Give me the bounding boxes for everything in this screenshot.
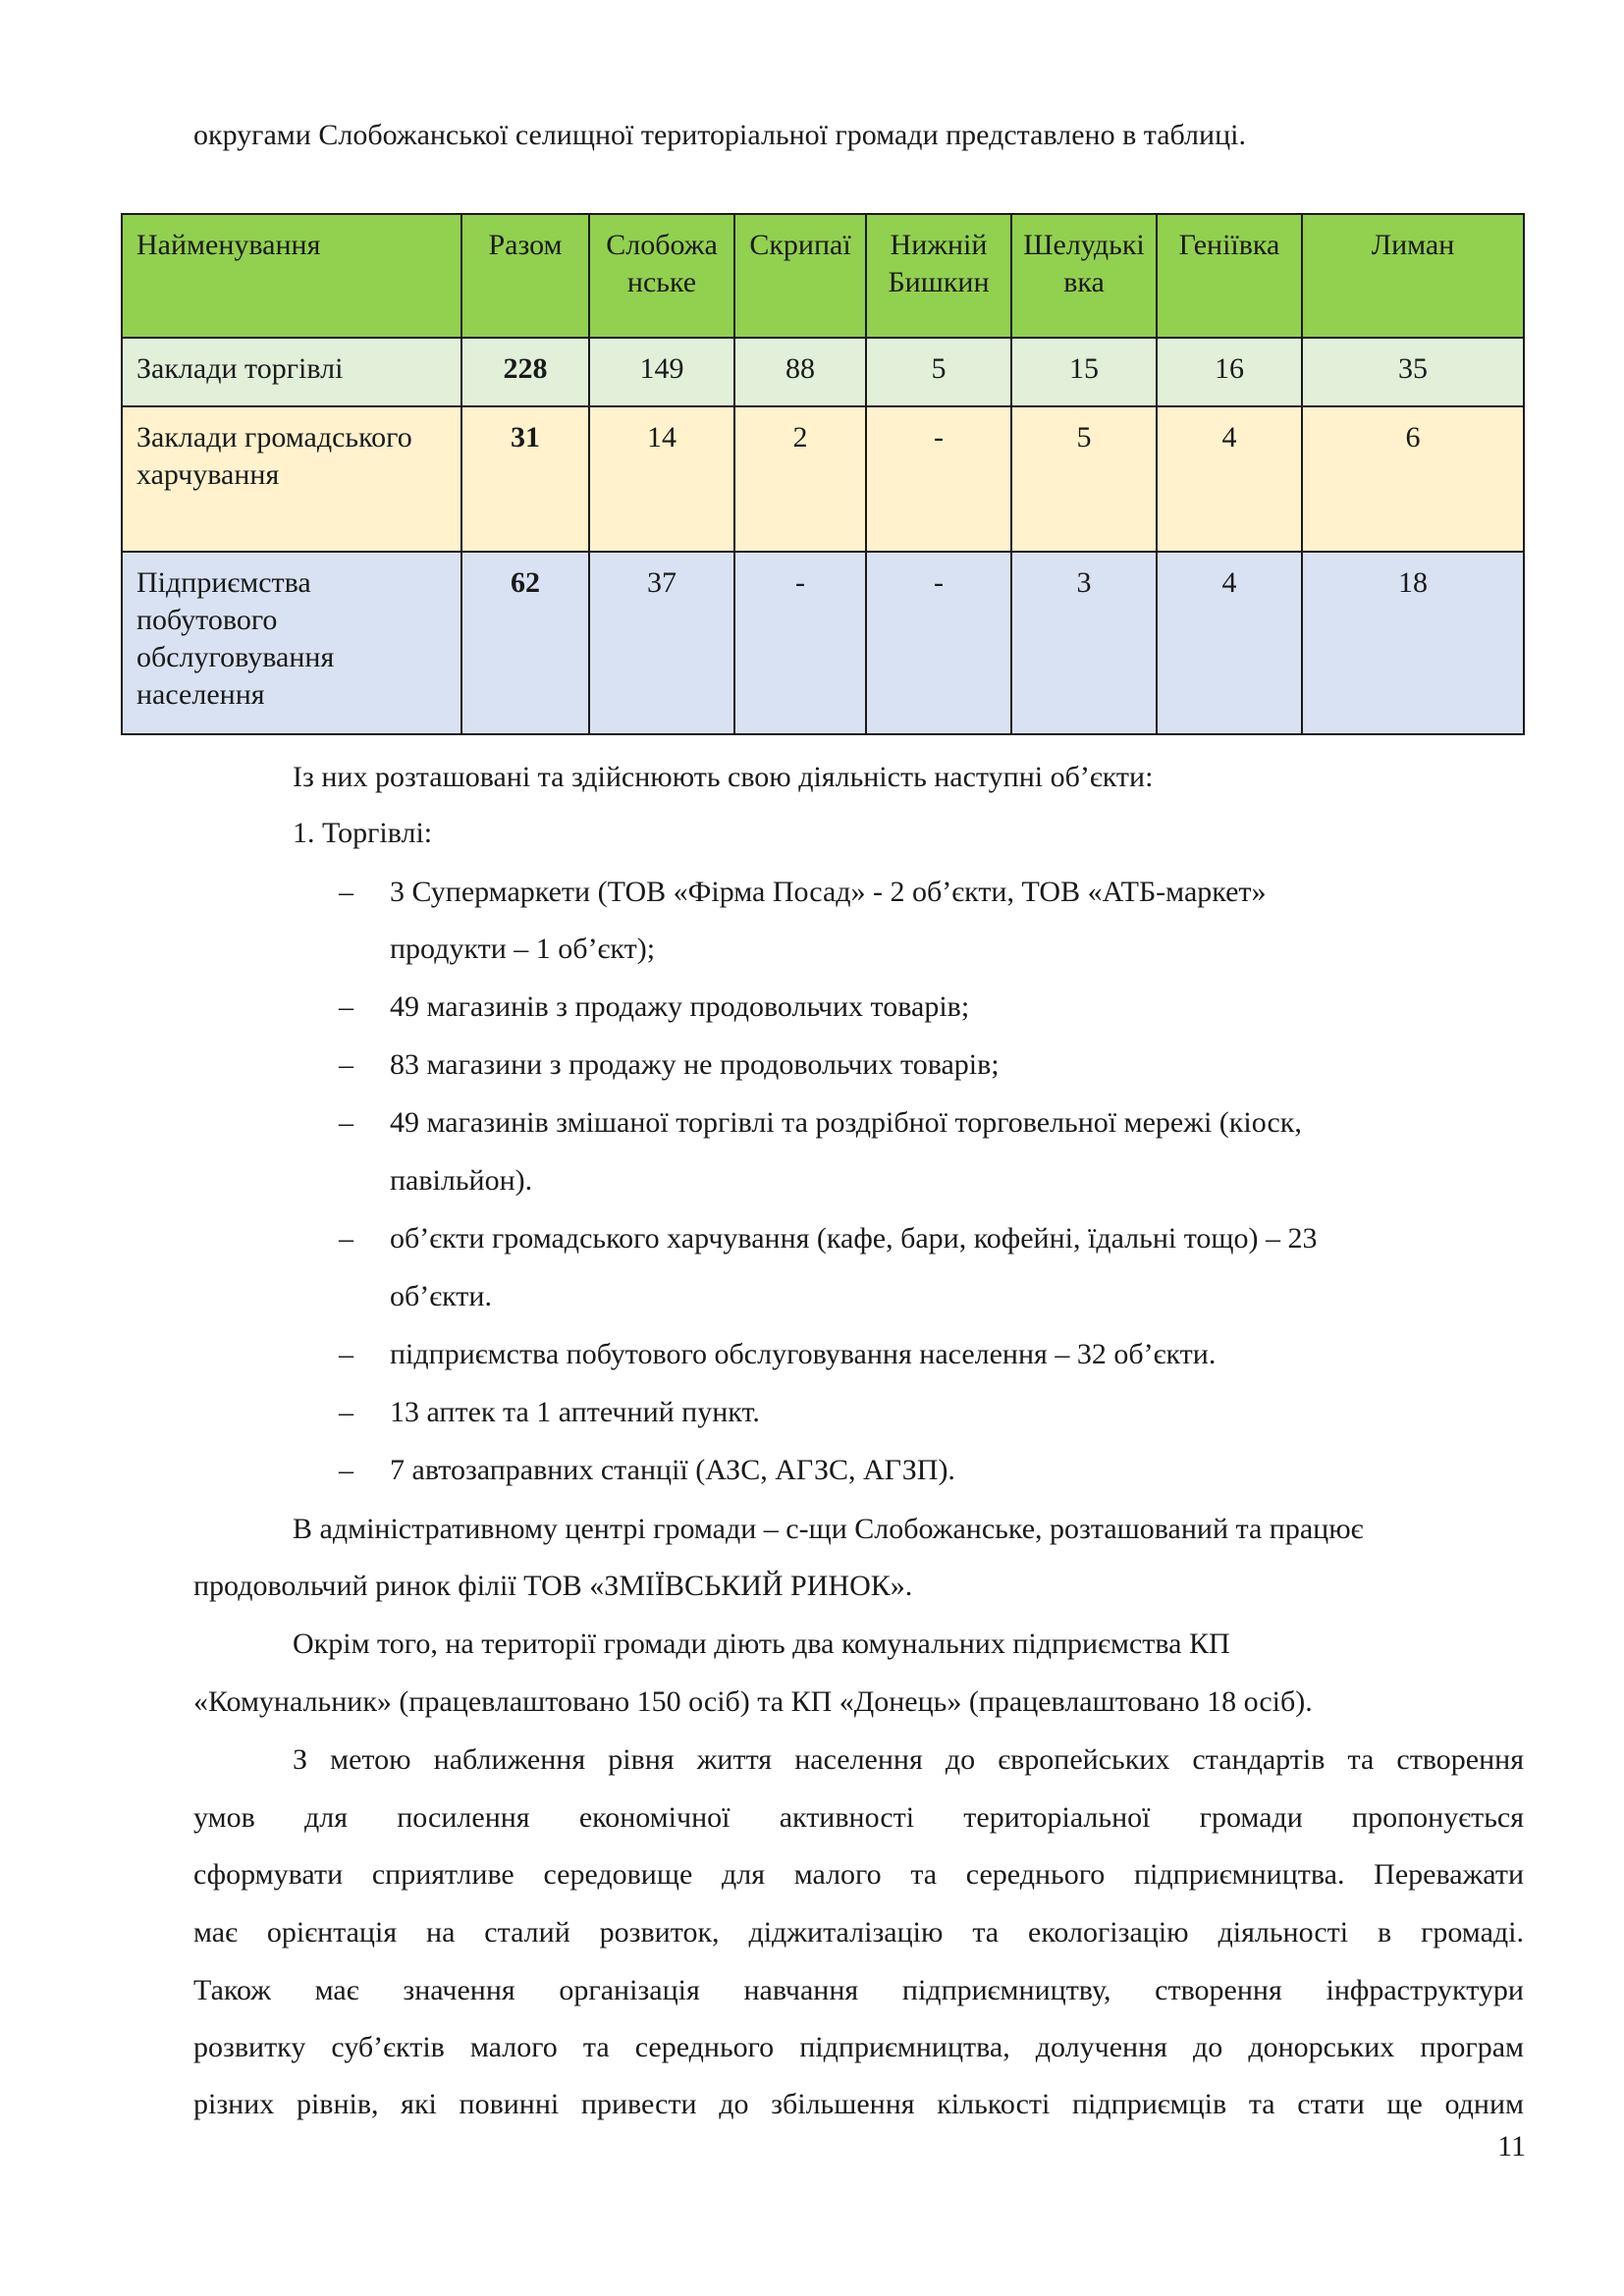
paragraph-line: умов для посилення економічної активності територіальної громади пропонується xyxy=(193,1801,1524,1834)
table-cell: 16 xyxy=(1157,338,1302,406)
header-sheludkivka: Шелудькі вка xyxy=(1011,214,1157,338)
list-item: 49 магазинів змішаної торгівлі та роздрібної торговельної мережі (кіоск, xyxy=(390,1106,1302,1139)
list-item: 13 аптек та 1 аптечний пункт. xyxy=(390,1396,760,1428)
paragraph-line: В адміністративному центрі громади – с-щи Слобожанське, розташований та працює xyxy=(293,1513,1364,1545)
paragraph-line: З метою наближення рівня життя населення до європейських стандартів та створення xyxy=(293,1743,1524,1776)
row-total: 31 xyxy=(461,406,589,552)
row-total: 62 xyxy=(461,552,589,734)
table-cell: 37 xyxy=(589,552,734,734)
header-skrypai: Скрипаї xyxy=(734,214,866,338)
paragraph-line: розвитку суб’єктів малого та середнього підприємництва, долучення до донорських програм xyxy=(193,2031,1524,2063)
table-cell: 5 xyxy=(1011,406,1157,552)
table-cell: 35 xyxy=(1302,338,1524,406)
row-name: Підприємства побутового обслуговування населення xyxy=(122,552,461,734)
list-item: підприємства побутового обслуговування населення – 32 об’єкти. xyxy=(390,1338,1217,1370)
table-cell: 4 xyxy=(1157,406,1302,552)
page-number: 11 xyxy=(1497,2130,1526,2163)
list-dash: – xyxy=(339,1106,353,1139)
table-cell: 14 xyxy=(589,406,734,552)
header-lyman: Лиман xyxy=(1302,214,1524,338)
paragraph-line: сформувати сприятливе середовище для малого та середнього підприємництва. Переважати xyxy=(193,1858,1524,1891)
table-cell: 5 xyxy=(866,338,1011,406)
list-item: 83 магазини з продажу не продовольчих товарів; xyxy=(390,1048,1000,1081)
list-dash: – xyxy=(339,876,353,908)
table-cell: - xyxy=(866,406,1011,552)
list-dash: – xyxy=(339,1454,353,1486)
header-total: Разом xyxy=(461,214,589,338)
row-total: 228 xyxy=(461,338,589,406)
paragraph-line: різних рівнів, які повинні привести до збільшення кількості підприємців та стати ще одним xyxy=(193,2088,1524,2120)
table-cell: 2 xyxy=(734,406,866,552)
header-heniivka: Геніївка xyxy=(1157,214,1302,338)
table-cell: 88 xyxy=(734,338,866,406)
table-cell: - xyxy=(866,552,1011,734)
paragraph-line: має орієнтація на сталий розвиток, діджиталізацію та екологізацію діяльності в громаді. xyxy=(193,1916,1524,1949)
header-nyzhnii-byshkyn: Нижній Бишкин xyxy=(866,214,1011,338)
header-slobozhanske: Слобожа нське xyxy=(589,214,734,338)
list-item: 3 Супермаркети (ТОВ «Фірма Посад» - 2 об’єкти, ТОВ «АТБ-маркет» xyxy=(390,876,1267,908)
header-name: Найменування xyxy=(122,214,461,338)
trade-heading: 1. Торгівлі: xyxy=(293,817,433,849)
row-name: Заклади торгівлі xyxy=(122,338,461,406)
table-cell: 3 xyxy=(1011,552,1157,734)
objects-intro: Із них розташовані та здійснюють свою діяльність наступні об’єкти: xyxy=(293,761,1154,793)
list-dash: – xyxy=(339,1048,353,1081)
paragraph-line: Також має значення організація навчання підприємництву, створення інфраструктури xyxy=(193,1974,1524,2006)
list-item-continuation: павільйон). xyxy=(390,1164,533,1197)
paragraph-line: «Комунальник» (працевлаштовано 150 осіб) та КП «Донець» (працевлаштовано 18 осіб). xyxy=(193,1685,1313,1718)
table-cell: 18 xyxy=(1302,552,1524,734)
list-item: об’єкти громадського харчування (кафе, бари, кофейні, їдальні тощо) – 23 xyxy=(390,1222,1318,1255)
list-dash: – xyxy=(339,1338,353,1370)
list-dash: – xyxy=(339,1222,353,1255)
table-cell: - xyxy=(734,552,866,734)
list-dash: – xyxy=(339,1396,353,1428)
table-row xyxy=(122,406,1524,552)
list-dash: – xyxy=(339,990,353,1023)
intro-line: округами Слобожанської селищної територіальної громади представлено в таблиці. xyxy=(193,119,1246,151)
table-cell: 4 xyxy=(1157,552,1302,734)
row-name: Заклади громадського харчування xyxy=(122,406,461,552)
table-cell: 149 xyxy=(589,338,734,406)
table-row xyxy=(122,552,1524,734)
table-cell: 6 xyxy=(1302,406,1524,552)
list-item: 7 автозаправних станції (АЗС, АГЗС, АГЗП). xyxy=(390,1454,955,1486)
table-header-row xyxy=(122,214,1524,338)
table-row xyxy=(122,338,1524,406)
paragraph-line: Окрім того, на території громади діють два комунальних підприємства КП xyxy=(293,1628,1230,1660)
paragraph-line: продовольчий ринок філії ТОВ «ЗМІЇВСЬКИЙ РИНОК». xyxy=(193,1570,913,1602)
list-item: 49 магазинів з продажу продовольчих товарів; xyxy=(390,990,970,1023)
list-item-continuation: продукти – 1 об’єкт); xyxy=(390,933,656,965)
list-item-continuation: об’єкти. xyxy=(390,1280,492,1312)
statistics-table xyxy=(121,213,1525,735)
table-cell: 15 xyxy=(1011,338,1157,406)
